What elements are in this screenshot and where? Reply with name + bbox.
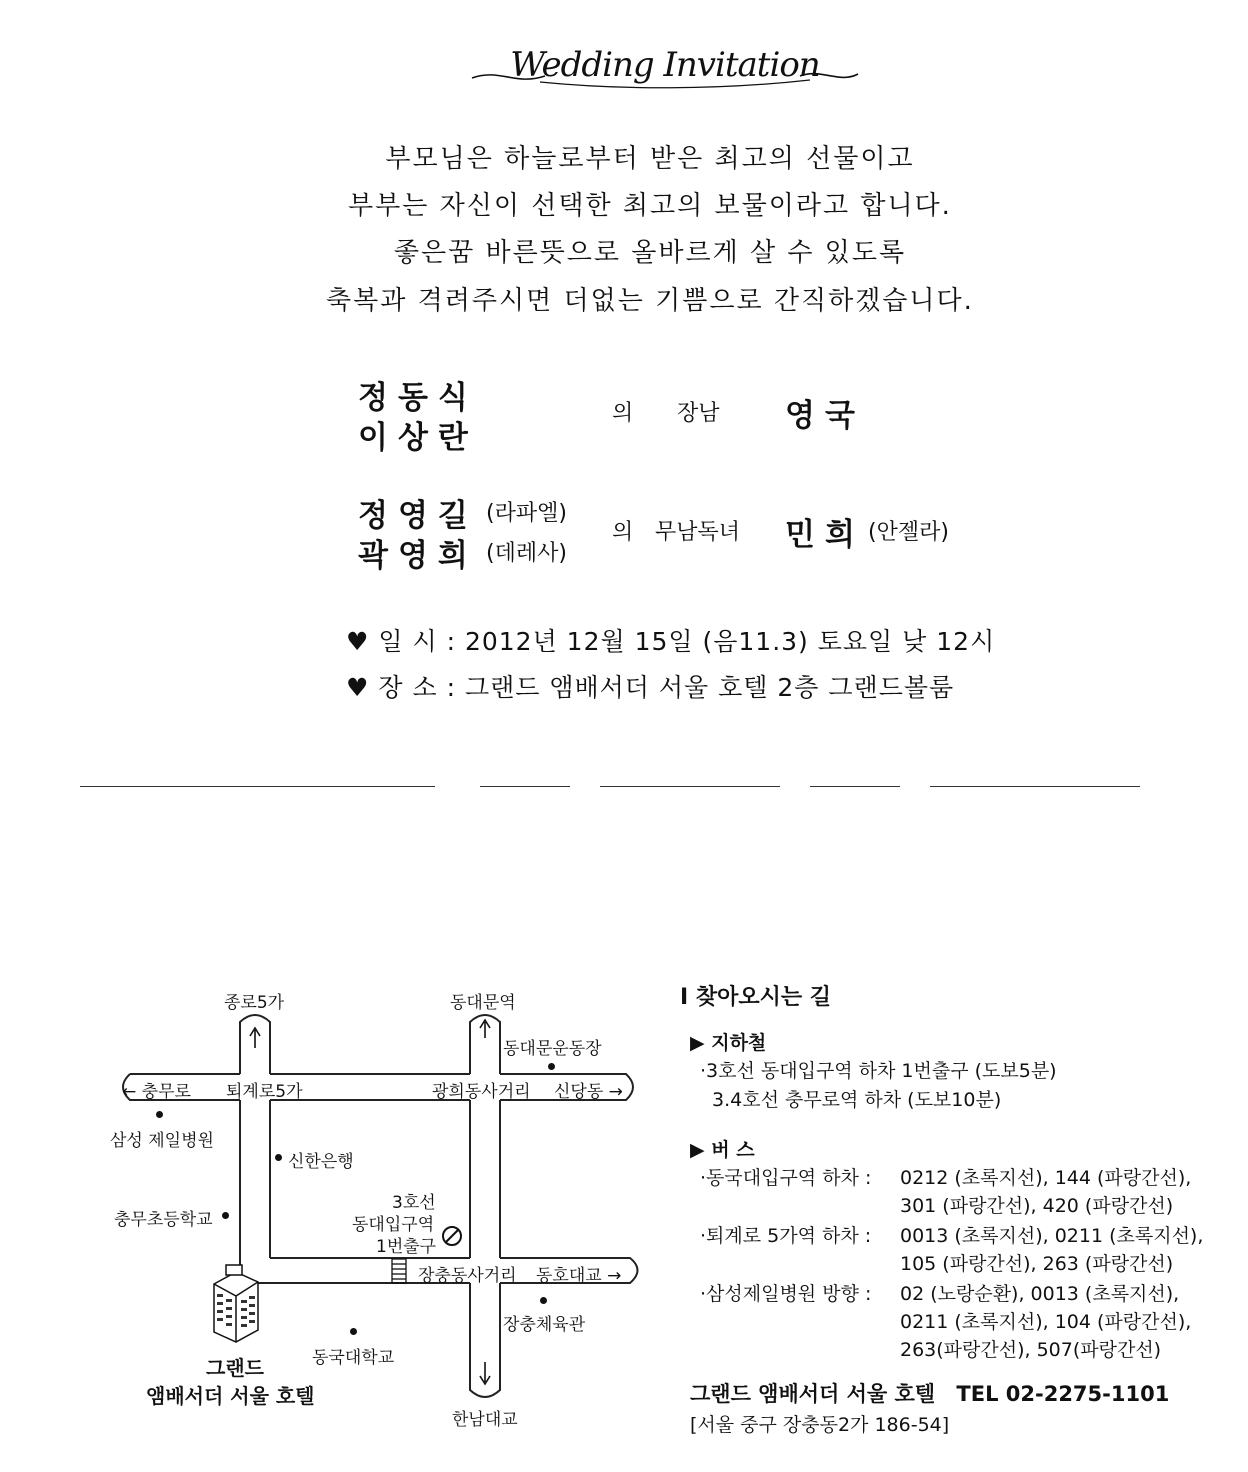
poem-line-1: 부모님은 하늘로부터 받은 최고의 선물이고 — [385, 144, 915, 174]
map-label-dongho-bridge: 동호대교 → — [536, 1266, 622, 1286]
bride-mother-baptism: (데레사) — [486, 541, 567, 566]
title-text: Wedding Invitation — [510, 45, 820, 85]
poem-line-4: 축복과 격려주시면 더없는 기쁨으로 간직하겠습니다. — [326, 286, 974, 316]
map-label-jongno5ga: 종로5가 — [224, 993, 285, 1013]
subway-header: ▶ 지하철 — [690, 1032, 767, 1054]
bus-stop2-line-1: 0013 (초록지선), 0211 (초록지선), — [900, 1225, 1204, 1247]
bride-mother-name: 곽영희 — [358, 538, 478, 574]
location-dot — [275, 1154, 282, 1161]
hotel-building-icon — [214, 1265, 258, 1342]
arrow-down-icon — [480, 1362, 490, 1384]
bus-stop2-line-2: 105 (파랑간선), 263 (파랑간선) — [900, 1253, 1174, 1275]
arrow-up-icon — [250, 1028, 260, 1048]
subway-icon — [443, 1227, 461, 1245]
bus-stop1-label: ·동국대입구역 하차 : — [700, 1167, 872, 1189]
bus-stop3-label: ·삼성제일병원 방향 : — [700, 1283, 872, 1305]
hotel-address: [서울 중구 장충동2가 186-54] — [690, 1414, 950, 1436]
groom-mother-name: 이상란 — [358, 420, 478, 456]
map-label-hotel-line2: 앰배서더 서울 호텔 — [146, 1384, 315, 1408]
groom-relation: 장남 — [677, 401, 720, 426]
groom-name: 영국 — [785, 398, 865, 434]
heart-icon: ♥ — [346, 627, 370, 656]
bus-stop2-label: ·퇴계로 5가역 하차 : — [700, 1225, 872, 1247]
map-label-jangchung-intersection: 장충동사거리 — [418, 1266, 517, 1286]
hotel-contact — [690, 1378, 1169, 1408]
separator-line — [930, 786, 1140, 787]
place-label: 장 소 : — [378, 673, 456, 702]
bus-stop3-line-1: 02 (노랑순환), 0013 (초록지선), — [900, 1283, 1180, 1305]
location-dot — [540, 1297, 547, 1304]
map-label-hannam-bridge: 한남대교 — [452, 1410, 518, 1430]
bus-stop3-line-3: 263(파랑간선), 507(파랑간선) — [900, 1339, 1162, 1361]
hotel-tel: TEL 02-2275-1101 — [956, 1382, 1170, 1406]
map-label-samsung-hospital: 삼성 제일병원 — [110, 1131, 214, 1151]
bus-header: ▶ 버 스 — [690, 1139, 755, 1161]
map-label-dongguk-univ: 동국대학교 — [312, 1348, 395, 1368]
map-label-station-line1: 3호선 — [392, 1193, 436, 1213]
road-left — [240, 1015, 270, 1270]
bride-father-baptism: (라파엘) — [486, 501, 567, 526]
bride-baptism: (안젤라) — [868, 520, 949, 545]
bride-particle: 의 — [612, 520, 634, 545]
directions-title: I 찾아오시는 길 — [680, 985, 832, 1010]
bride-name: 민희 — [785, 517, 865, 553]
map-label-gwanghui-intersection: 광희동사거리 — [432, 1082, 531, 1102]
arrow-up-icon — [480, 1020, 490, 1038]
map-label-station-line3: 1번출구 — [376, 1237, 437, 1257]
location-dot — [548, 1063, 555, 1070]
map-label-dongdaemun-stadium: 동대문운동장 — [503, 1039, 602, 1059]
groom-father-name: 정동식 — [358, 380, 478, 416]
map-label-west-road: ← 충무로 — [122, 1082, 191, 1102]
groom-particle: 의 — [612, 401, 634, 426]
hotel-name: 그랜드 앰배서더 서울 호텔 — [690, 1382, 936, 1406]
crosswalk-icon — [392, 1259, 406, 1283]
road-right — [470, 1015, 500, 1397]
location-dot — [350, 1328, 357, 1335]
subway-line-2: 3.4호선 충무로역 하차 (도보10분) — [712, 1089, 1002, 1111]
bus-stop3-line-2: 0211 (초록지선), 104 (파랑간선), — [900, 1311, 1192, 1333]
separator-line — [810, 786, 900, 787]
place-value: 그랜드 앰배서더 서울 호텔 2층 그랜드볼룸 — [464, 673, 955, 702]
location-dot — [156, 1111, 163, 1118]
map-label-hotel-line1: 그랜드 — [206, 1356, 264, 1380]
map-label-chungmu-school: 충무초등학교 — [114, 1210, 213, 1230]
date-label: 일 시 : — [378, 627, 456, 656]
map-label-dongdaemun-station: 동대문역 — [450, 993, 516, 1013]
poem-line-2: 부부는 자신이 선택한 최고의 보물이라고 합니다. — [348, 191, 952, 221]
map-label-sindang: 신당동 → — [554, 1082, 623, 1102]
map-label-station-line2: 동대입구역 — [352, 1215, 435, 1235]
date-value: 2012년 12월 15일 (음11.3) 토요일 낮 12시 — [464, 627, 996, 656]
bus-stop1-line-1: 0212 (초록지선), 144 (파랑간선), — [900, 1167, 1192, 1189]
bus-stop1-line-2: 301 (파랑간선), 420 (파랑간선) — [900, 1195, 1174, 1217]
map-label-shinhan-bank: 신한은행 — [288, 1152, 354, 1172]
location-dot — [222, 1212, 229, 1219]
poem-line-3: 좋은꿈 바른뜻으로 올바르게 살 수 있도록 — [393, 238, 907, 268]
bride-relation: 무남독녀 — [655, 520, 741, 545]
map-label-toegyero5ga: 퇴계로5가 — [226, 1082, 303, 1102]
heart-icon: ♥ — [346, 673, 370, 702]
bride-father-name: 정영길 — [358, 498, 478, 534]
map-label-jangchung-gym: 장충체육관 — [503, 1315, 586, 1335]
subway-line-1: ·3호선 동대입구역 하차 1번출구 (도보5분) — [700, 1060, 1057, 1082]
